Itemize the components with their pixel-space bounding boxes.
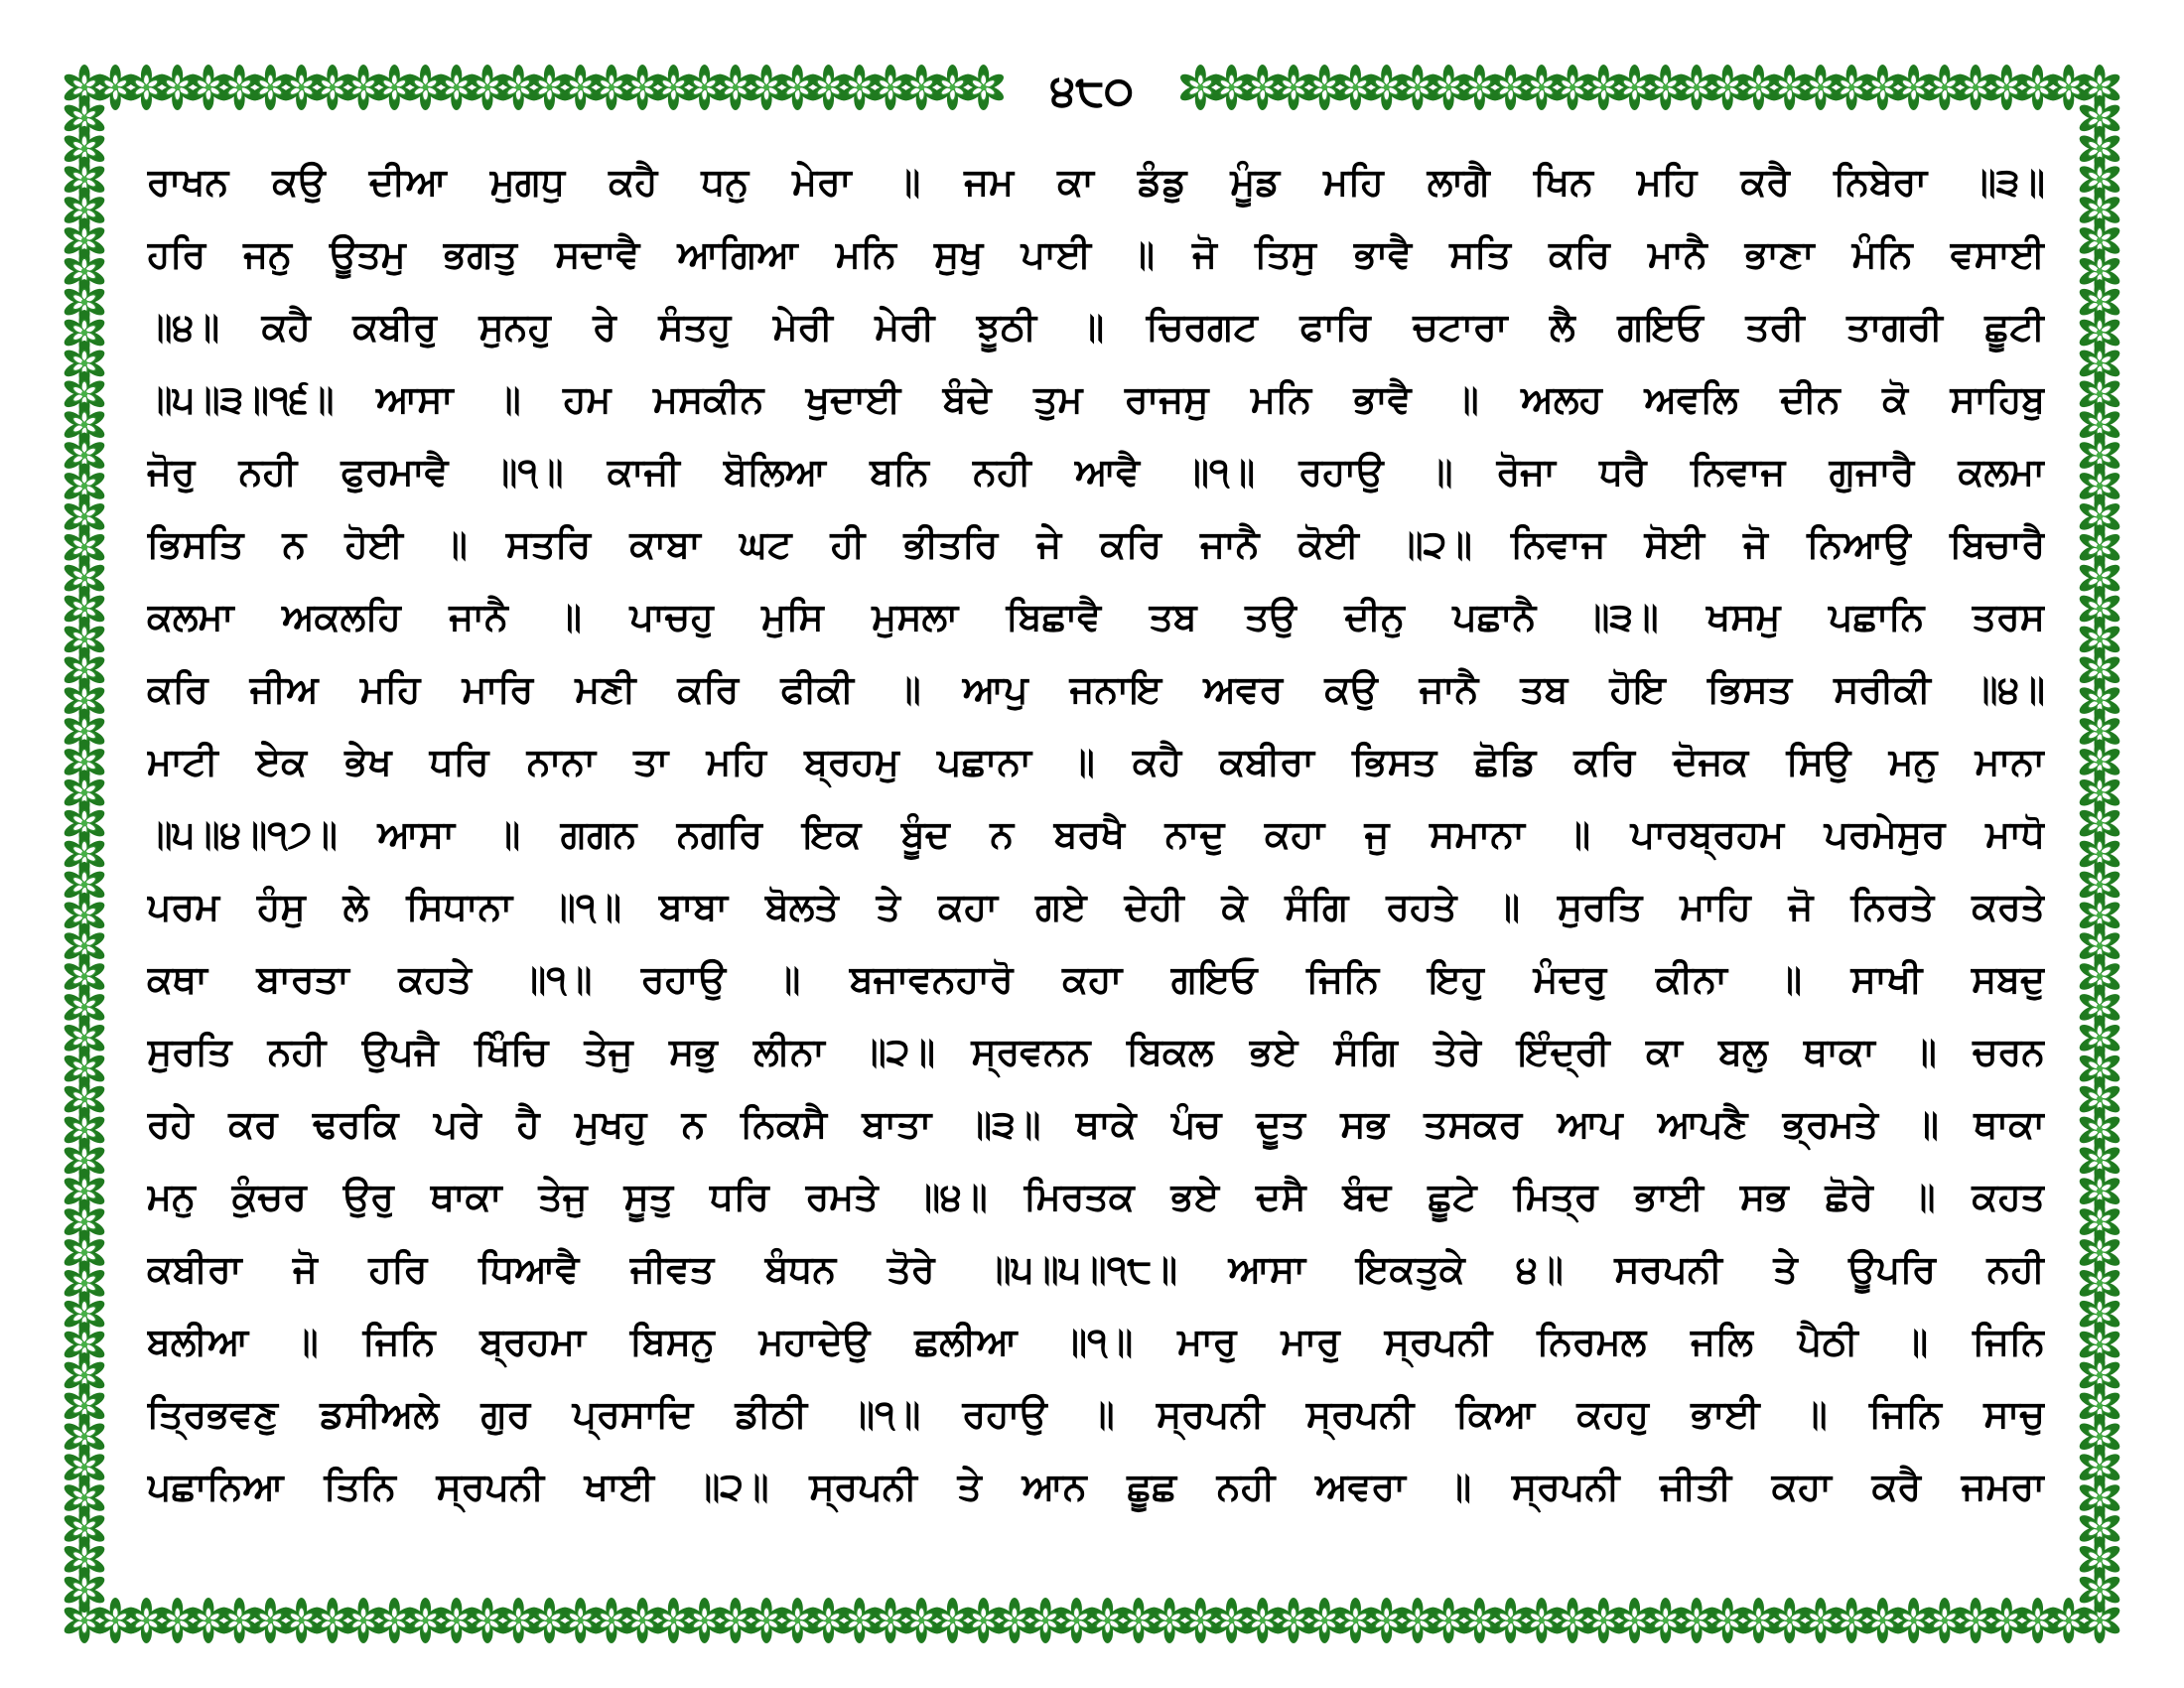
green-flower-icon — [1240, 1598, 1285, 1643]
green-flower-icon — [124, 1598, 169, 1643]
green-flower-icon — [1706, 65, 1750, 110]
green-flower-icon — [868, 1598, 912, 1643]
green-flower-icon — [1457, 65, 1502, 110]
text-line: ਰਾਖਨ ਕਉ ਦੀਆ ਮੁਗਧੁ ਕਹੈ ਧਨੁ ਮੇਰਾ ॥ ਜਮ ਕਾ ਡੰਡੁ ਮੂੰਡ ਮਹਿ ਲਾਗੈ ਖਿਨ ਮਹਿ ਕਰੈ ਨਿਬੇਰਾ ॥੩॥ — [147, 160, 2045, 204]
green-flower-icon — [619, 1598, 664, 1643]
green-flower-icon — [403, 1598, 448, 1643]
green-flower-icon — [93, 1598, 138, 1643]
text-line: ਕਬੀਰਾ ਜੋ ਹਰਿ ਧਿਆਵੈ ਜੀਵਤ ਬੰਧਨ ਤੋਰੇ ॥੫॥੫॥੧੮॥ ਆਸਾ ਇਕਤੁਕੇ ੪॥ ਸਰਪਨੀ ਤੇ ਊਪਰਿ ਨਹੀ — [147, 1247, 2045, 1291]
page-number: ੪੮੦ — [1013, 62, 1171, 121]
green-flower-icon — [372, 65, 417, 110]
green-flower-icon — [1364, 1598, 1409, 1643]
scripture-text — [147, 154, 2045, 1539]
green-flower-icon — [1395, 1598, 1439, 1643]
green-flower-icon — [1302, 65, 1347, 110]
green-flower-icon — [558, 1598, 603, 1643]
green-flower-icon — [527, 1598, 572, 1643]
green-flower-icon — [1054, 1598, 1099, 1643]
green-flower-icon — [1488, 1598, 1533, 1643]
green-flower-icon — [806, 65, 851, 110]
green-flower-icon — [434, 1598, 478, 1643]
green-flower-icon — [1736, 1598, 1781, 1643]
green-flower-icon — [1302, 1598, 1347, 1643]
green-flower-icon — [1116, 1598, 1160, 1643]
green-flower-icon — [775, 65, 820, 110]
green-flower-icon — [1922, 1598, 1967, 1643]
green-flower-icon — [248, 65, 293, 110]
green-flower-icon — [1178, 65, 1223, 110]
green-flower-icon — [1643, 65, 1688, 110]
green-flower-icon — [868, 65, 912, 110]
green-flower-icon — [1426, 65, 1470, 110]
green-flower-icon — [837, 65, 882, 110]
green-flower-icon — [496, 1598, 541, 1643]
green-flower-icon — [589, 1598, 633, 1643]
green-flower-icon — [186, 1598, 230, 1643]
green-flower-icon — [1271, 1598, 1315, 1643]
green-flower-icon — [465, 65, 509, 110]
green-flower-icon — [465, 1598, 509, 1643]
green-flower-icon — [1984, 65, 2029, 110]
green-flower-icon — [930, 1598, 975, 1643]
green-flower-icon — [1860, 65, 1905, 110]
green-flower-icon — [713, 65, 757, 110]
green-flower-icon — [1798, 65, 1843, 110]
text-line: ਪਛਾਨਿਆ ਤਿਨਿ ਸ੍ਰਪਨੀ ਖਾਈ ॥੨॥ ਸ੍ਰਪਨੀ ਤੇ ਆਨ ਛੂਛ ਨਹੀ ਅਵਰਾ ॥ ਸ੍ਰਪਨੀ ਜੀਤੀ ਕਹਾ ਕਰੈ ਜਮਰਾ — [147, 1465, 2045, 1508]
green-flower-icon — [1767, 1598, 1812, 1643]
text-line: ਹਰਿ ਜਨੁ ਊਤਮੁ ਭਗਤੁ ਸਦਾਵੈ ਆਗਿਆ ਮਨਿ ਸੁਖੁ ਪਾਈ ॥ ਜੋ ਤਿਸੁ ਭਾਵੈ ਸਤਿ ਕਰਿ ਮਾਨੈ ਭਾਣਾ ਮੰਨਿ ਵਸਾਈ — [147, 232, 2045, 276]
green-flower-icon — [62, 1567, 106, 1613]
green-flower-icon — [589, 65, 633, 110]
green-flower-icon — [651, 65, 696, 110]
green-flower-icon — [1891, 1598, 1936, 1643]
green-flower-icon — [1023, 1598, 1067, 1643]
green-flower-icon — [279, 65, 324, 110]
green-flower-icon — [2015, 65, 2060, 110]
green-flower-icon — [1271, 65, 1315, 110]
text-line: ਕਰਿ ਜੀਅ ਮਹਿ ਮਾਰਿ ਮਣੀ ਕਰਿ ਫੀਕੀ ॥ ਆਪੁ ਜਨਾਇ ਅਵਰ ਕਉ ਜਾਨੈ ਤਬ ਹੋਇ ਭਿਸਤ ਸਰੀਕੀ ॥੪॥ — [147, 667, 2045, 711]
green-flower-icon — [1364, 65, 1409, 110]
green-flower-icon — [155, 65, 200, 110]
green-flower-icon — [1147, 1598, 1191, 1643]
green-flower-icon — [1612, 65, 1657, 110]
green-flower-icon — [186, 65, 230, 110]
green-flower-icon — [651, 1598, 696, 1643]
green-flower-icon — [1953, 65, 1997, 110]
green-flower-icon — [558, 65, 603, 110]
green-flower-icon — [1333, 1598, 1378, 1643]
green-flower-icon — [1395, 65, 1439, 110]
green-flower-icon — [341, 1598, 385, 1643]
text-line: ਕਲਮਾ ਅਕਲਹਿ ਜਾਨੈ ॥ ਪਾਚਹੁ ਮੁਸਿ ਮੁਸਲਾ ਬਿਛਾਵੈ ਤਬ ਤਉ ਦੀਨੁ ਪਛਾਨੈ ॥੩॥ ਖਸਮੁ ਪਛਾਨਿ ਤਰਸ — [147, 595, 2045, 638]
text-line: ਸੁਰਤਿ ਨਹੀ ਉਪਜੈ ਖਿੰਚਿ ਤੇਜੁ ਸਭੁ ਲੀਨਾ ॥੨॥ ਸ੍ਰਵਨਨ ਬਿਕਲ ਭਏ ਸੰਗਿ ਤੇਰੇ ਇੰਦ੍ਰੀ ਕਾ ਬਲੁ ਥਾਕਾ ॥ ਚਰਨ — [147, 1030, 2045, 1073]
text-line: ॥੪॥ ਕਹੈ ਕਬੀਰੁ ਸੁਨਹੁ ਰੇ ਸੰਤਹੁ ਮੇਰੀ ਮੇਰੀ ਝੂਠੀ ॥ ਚਿਰਗਟ ਫਾਰਿ ਚਟਾਰਾ ਲੈ ਗਇਓ ਤਰੀ ਤਾਗਰੀ ਛੂਟੀ — [147, 305, 2045, 349]
green-flower-icon — [1860, 1598, 1905, 1643]
green-flower-icon — [1550, 65, 1594, 110]
green-flower-icon — [1643, 1598, 1688, 1643]
green-flower-icon — [2077, 1567, 2121, 1613]
green-flower-icon — [682, 1598, 727, 1643]
green-flower-icon — [93, 65, 138, 110]
green-flower-icon — [248, 1598, 293, 1643]
green-flower-icon — [1426, 1598, 1470, 1643]
green-flower-icon — [806, 1598, 851, 1643]
green-flower-icon — [744, 65, 788, 110]
text-line: ਰਹੇ ਕਰ ਢਰਕਿ ਪਰੇ ਹੈ ਮੁਖਹੁ ਨ ਨਿਕਸੈ ਬਾਤਾ ॥੩॥ ਥਾਕੇ ਪੰਚ ਦੂਤ ਸਭ ਤਸਕਰ ਆਪ ਆਪਣੈ ਭ੍ਰਮਤੇ ॥ ਥਾਕਾ — [147, 1102, 2045, 1146]
green-flower-icon — [1891, 65, 1936, 110]
text-line: ਜੋਰੁ ਨਹੀ ਫੁਰਮਾਵੈ ॥੧॥ ਕਾਜੀ ਬੋਲਿਆ ਬਨਿ ਨਹੀ ਆਵੈ ॥੧॥ ਰਹਾਉ ॥ ਰੋਜਾ ਧਰੈ ਨਿਵਾਜ ਗੁਜਾਰੈ ਕਲਮਾ — [147, 450, 2045, 493]
green-flower-icon — [434, 65, 478, 110]
green-flower-icon — [1581, 1598, 1626, 1643]
green-flower-icon — [1240, 65, 1285, 110]
green-flower-icon — [216, 65, 261, 110]
green-flower-icon — [403, 65, 448, 110]
green-flower-icon — [1674, 1598, 1718, 1643]
green-flower-icon — [1736, 65, 1781, 110]
green-flower-icon — [1612, 1598, 1657, 1643]
green-flower-icon — [1581, 65, 1626, 110]
green-flower-icon — [930, 65, 975, 110]
green-flower-icon — [1829, 65, 1873, 110]
green-flower-icon — [1706, 1598, 1750, 1643]
green-flower-icon — [1457, 1598, 1502, 1643]
green-flower-icon — [775, 1598, 820, 1643]
green-flower-icon — [1209, 1598, 1254, 1643]
green-flower-icon — [310, 1598, 354, 1643]
green-flower-icon — [961, 1598, 1006, 1643]
green-flower-icon — [1178, 1598, 1223, 1643]
green-flower-icon — [2015, 1598, 2060, 1643]
green-flower-icon — [372, 1598, 417, 1643]
text-line: ਕਥਾ ਬਾਰਤਾ ਕਹਤੇ ॥੧॥ ਰਹਾਉ ॥ ਬਜਾਵਨਹਾਰੋ ਕਹਾ ਗਇਓ ਜਿਨਿ ਇਹੁ ਮੰਦਰੁ ਕੀਨਾ ॥ ਸਾਖੀ ਸਬਦੁ — [147, 957, 2045, 1001]
green-flower-icon — [1922, 65, 1967, 110]
text-line: ਪਰਮ ਹੰਸੁ ਲੇ ਸਿਧਾਨਾ ॥੧॥ ਬਾਬਾ ਬੋਲਤੇ ਤੇ ਕਹਾ ਗਏ ਦੇਹੀ ਕੇ ਸੰਗਿ ਰਹਤੇ ॥ ਸੁਰਤਿ ਮਾਹਿ ਜੋ ਨਿਰਤੇ ਕਰਤੇ — [147, 885, 2045, 928]
text-line: ਮਾਟੀ ਏਕ ਭੇਖ ਧਰਿ ਨਾਨਾ ਤਾ ਮਹਿ ਬ੍ਰਹਮੁ ਪਛਾਨਾ ॥ ਕਹੈ ਕਬੀਰਾ ਭਿਸਤ ਛੋਡਿ ਕਰਿ ਦੋਜਕ ਸਿਉ ਮਨੁ ਮਾਨਾ — [147, 740, 2045, 783]
green-flower-icon — [1333, 65, 1378, 110]
green-flower-icon — [713, 1598, 757, 1643]
green-flower-icon — [1674, 65, 1718, 110]
green-flower-icon — [1550, 1598, 1594, 1643]
green-flower-icon — [216, 1598, 261, 1643]
green-flower-icon — [1984, 1598, 2029, 1643]
green-flower-icon — [1519, 65, 1564, 110]
text-line: ਬਲੀਆ ॥ ਜਿਨਿ ਬ੍ਰਹਮਾ ਬਿਸਨੁ ਮਹਾਦੇਉ ਛਲੀਆ ॥੧॥ ਮਾਰੁ ਮਾਰੁ ਸ੍ਰਪਨੀ ਨਿਰਮਲ ਜਲਿ ਪੈਠੀ ॥ ਜਿਨਿ — [147, 1320, 2045, 1363]
green-flower-icon — [682, 65, 727, 110]
green-flower-icon — [2046, 65, 2091, 110]
green-flower-icon — [899, 1598, 944, 1643]
green-flower-icon — [1953, 1598, 1997, 1643]
green-flower-icon — [619, 65, 664, 110]
green-flower-icon — [496, 65, 541, 110]
green-flower-icon — [2046, 1598, 2091, 1643]
green-flower-icon — [1209, 65, 1254, 110]
green-flower-icon — [744, 1598, 788, 1643]
text-line: ॥੫॥੩॥੧੬॥ ਆਸਾ ॥ ਹਮ ਮਸਕੀਨ ਖੁਦਾਈ ਬੰਦੇ ਤੁਮ ਰਾਜਸੁ ਮਨਿ ਭਾਵੈ ॥ ਅਲਹ ਅਵਲਿ ਦੀਨ ਕੋ ਸਾਹਿਬੁ — [147, 377, 2045, 421]
green-flower-icon — [1488, 65, 1533, 110]
green-flower-icon — [124, 65, 169, 110]
green-flower-icon — [1767, 65, 1812, 110]
green-flower-icon — [310, 65, 354, 110]
green-flower-icon — [837, 1598, 882, 1643]
green-flower-icon — [961, 65, 1006, 110]
green-flower-icon — [341, 65, 385, 110]
green-flower-icon — [155, 1598, 200, 1643]
green-flower-icon — [279, 1598, 324, 1643]
green-flower-icon — [1519, 1598, 1564, 1643]
text-line: ਮਨੁ ਕੁੰਚਰ ਉਰੁ ਥਾਕਾ ਤੇਜੁ ਸੂਤੁ ਧਰਿ ਰਮਤੇ ॥੪॥ ਮਿਰਤਕ ਭਏ ਦਸੈ ਬੰਦ ਛੂਟੇ ਮਿਤ੍ਰ ਭਾਈ ਸਭ ਛੋਰੇ ॥ ਕਹਤ — [147, 1175, 2045, 1218]
green-flower-icon — [1085, 1598, 1130, 1643]
green-flower-icon — [1829, 1598, 1873, 1643]
green-flower-icon — [992, 1598, 1036, 1643]
green-flower-icon — [1798, 1598, 1843, 1643]
text-line: ॥੫॥੪॥੧੭॥ ਆਸਾ ॥ ਗਗਨ ਨਗਰਿ ਇਕ ਬੂੰਦ ਨ ਬਰਖੈ ਨਾਦੁ ਕਹਾ ਜੁ ਸਮਾਨਾ ॥ ਪਾਰਬ੍ਰਹਮ ਪਰਮੇਸੁਰ ਮਾਧੋ — [147, 812, 2045, 856]
text-line: ਤ੍ਰਿਭਵਣੁ ਡਸੀਅਲੇ ਗੁਰ ਪ੍ਰਸਾਦਿ ਡੀਠੀ ॥੧॥ ਰਹਾਉ ॥ ਸ੍ਰਪਨੀ ਸ੍ਰਪਨੀ ਕਿਆ ਕਹਹੁ ਭਾਈ ॥ ਜਿਨਿ ਸਾਚੁ — [147, 1392, 2045, 1436]
green-flower-icon — [527, 65, 572, 110]
text-line: ਭਿਸਤਿ ਨ ਹੋਈ ॥ ਸਤਰਿ ਕਾਬਾ ਘਟ ਹੀ ਭੀਤਰਿ ਜੇ ਕਰਿ ਜਾਨੈ ਕੋਈ ॥੨॥ ਨਿਵਾਜ ਸੋਈ ਜੋ ਨਿਆਉ ਬਿਚਾਰੈ — [147, 522, 2045, 566]
green-flower-icon — [899, 65, 944, 110]
